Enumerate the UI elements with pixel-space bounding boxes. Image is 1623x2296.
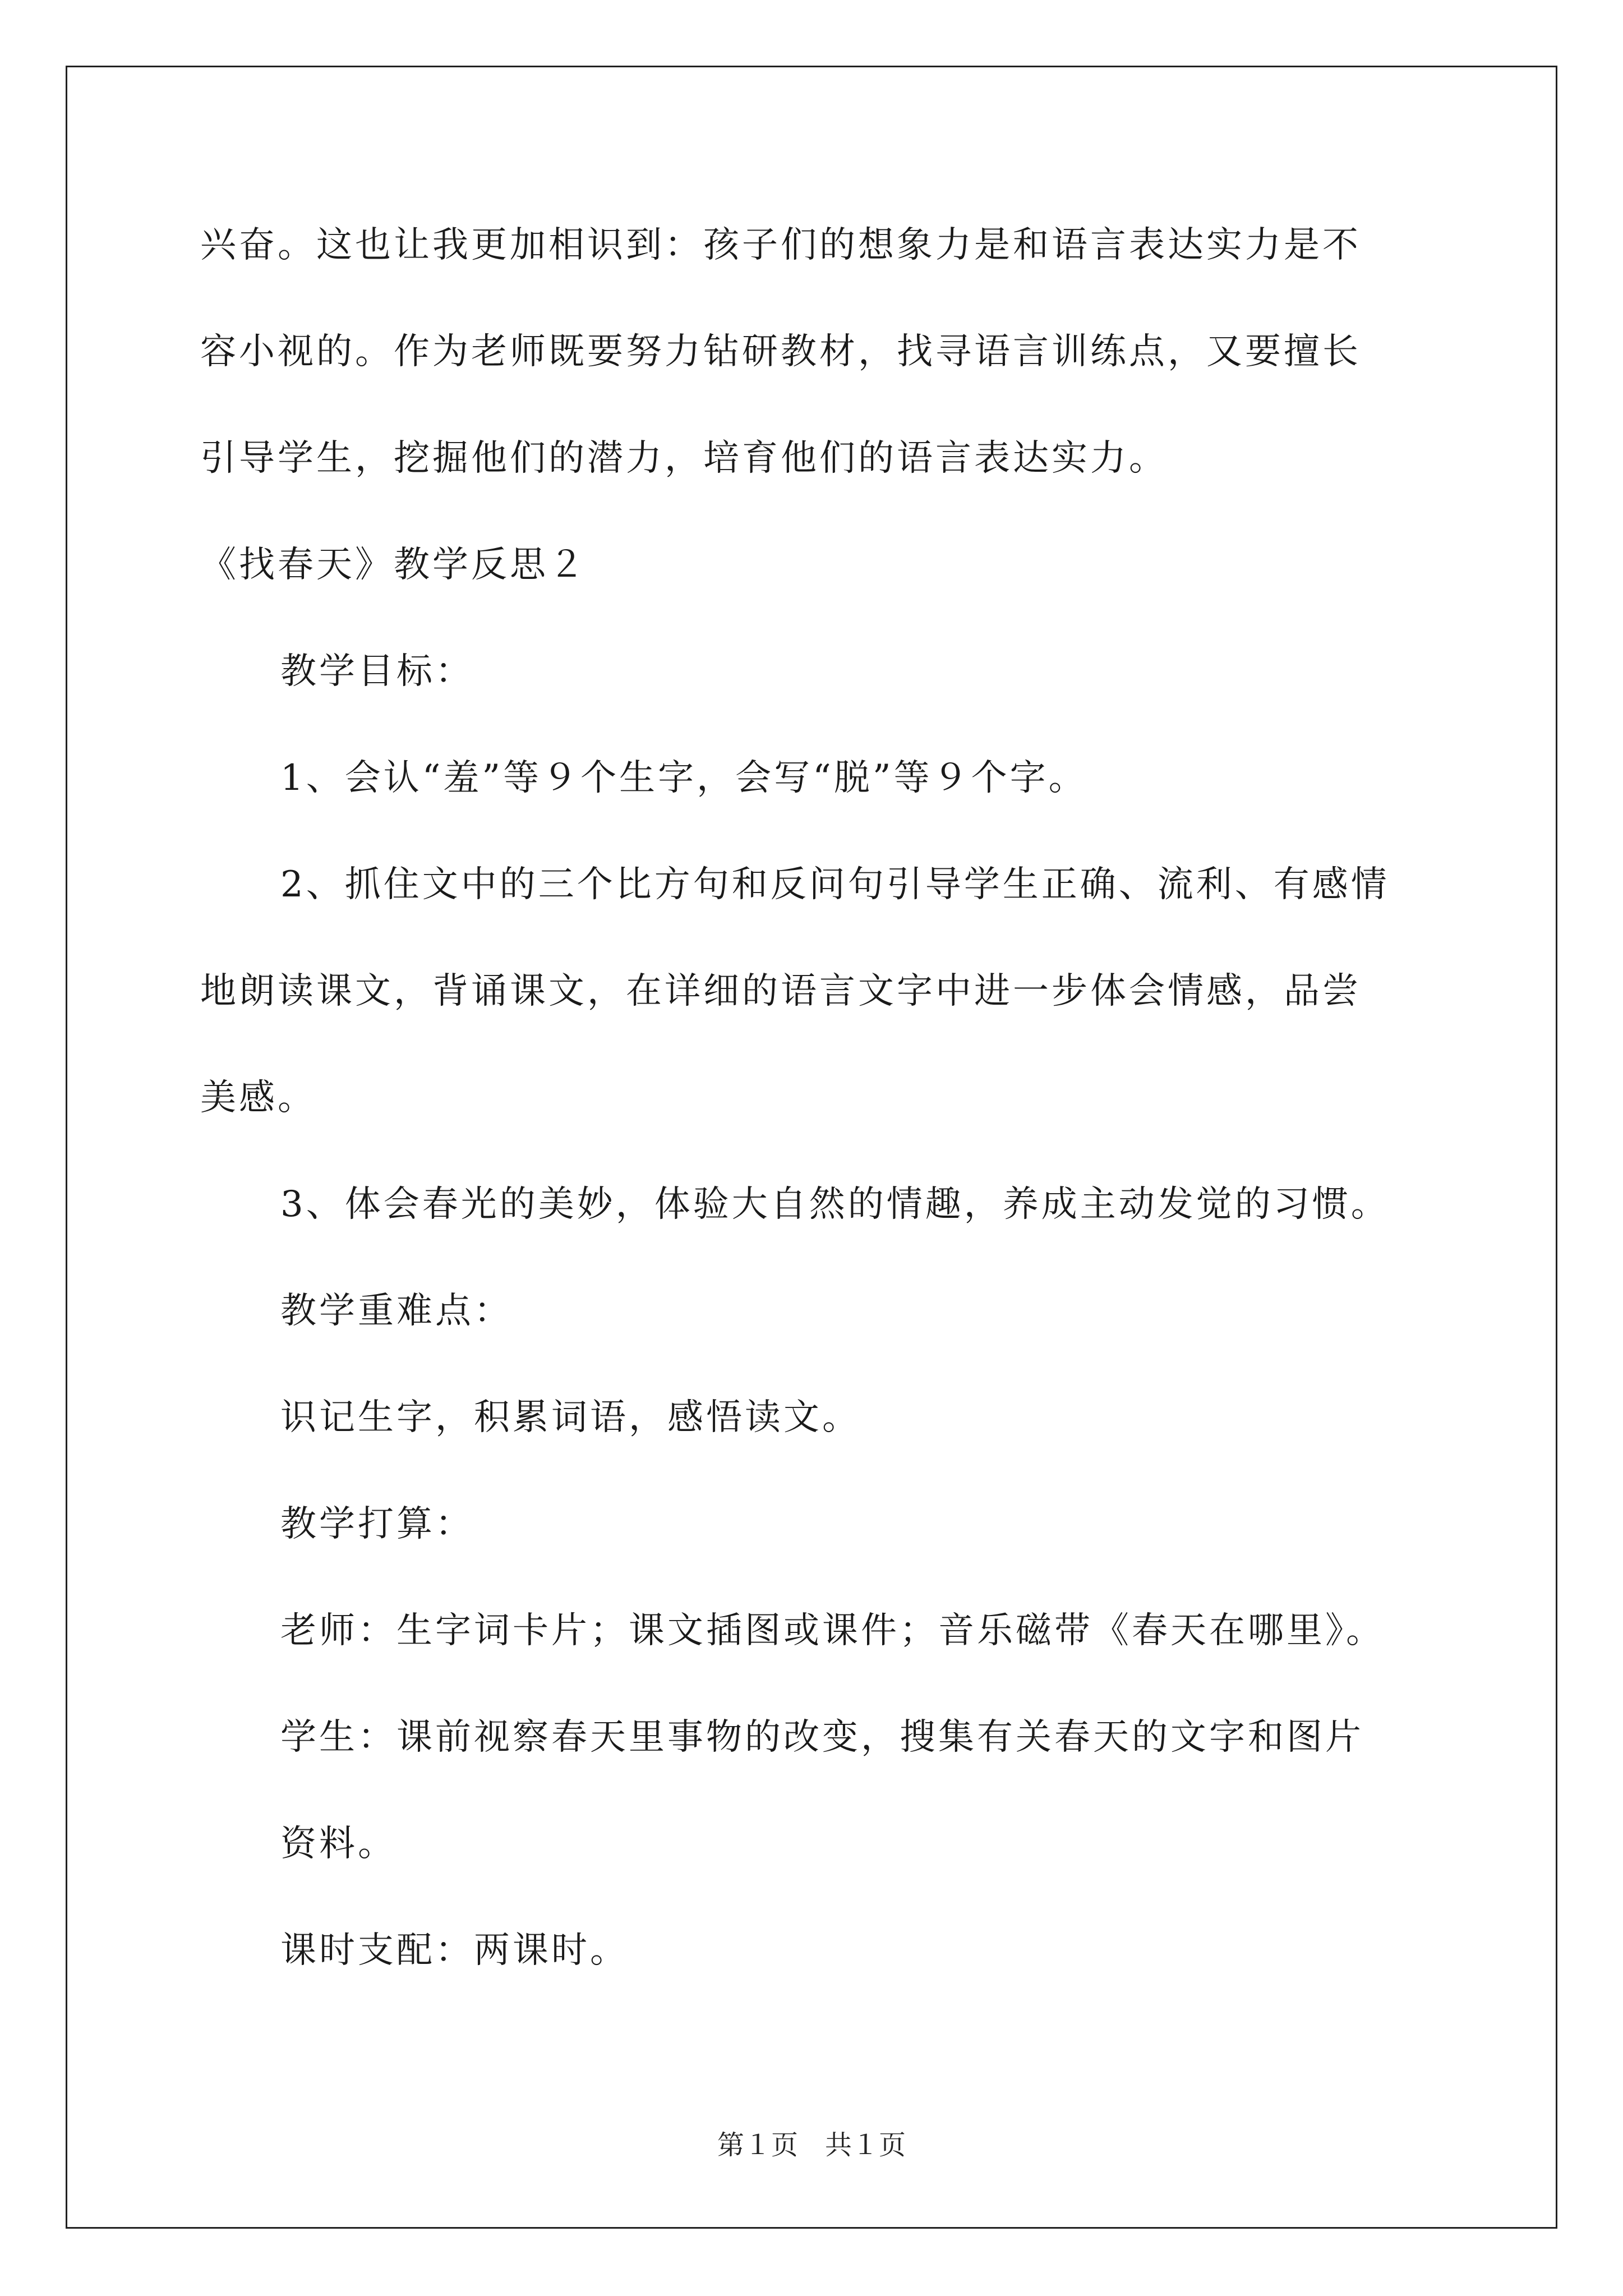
text-line: 1、会认“羞”等９个生字，会写“脱”等９个字。 (280, 757, 1087, 799)
text-line: 资料。 (280, 1823, 396, 1865)
text-line: 学生：课前视察春天里事物的改变，搜集有关春天的文字和图片 (280, 1717, 1364, 1758)
text-line: 教学目标： (280, 651, 474, 692)
page-footer: 第１页 共１页 (717, 2129, 906, 2161)
text-line: 容小视的。作为老师既要努力钻研教材，找寻语言训练点，又要擅长 (200, 331, 1361, 372)
text-line: 识记生字，积累词语，感悟读文。 (280, 1397, 861, 1438)
text-line: 美感。 (200, 1077, 316, 1119)
text-line: 兴奋。这也让我更加相识到：孩子们的想象力是和语言表达实力是不 (200, 224, 1361, 266)
text-line: 教学重难点： (280, 1290, 513, 1332)
page-border (66, 66, 1557, 2229)
text-line: 地朗读课文，背诵课文，在详细的语言文字中进一步体会情感，品尝 (200, 970, 1361, 1012)
text-line: 教学打算： (280, 1503, 474, 1545)
section-heading: 《找春天》教学反思２ (200, 544, 587, 586)
text-line: 课时支配：两课时。 (280, 1930, 629, 1971)
text-line: 引导学生，挖掘他们的潜力，培育他们的语言表达实力。 (200, 438, 1168, 479)
text-line: 2、抓住文中的三个比方句和反问句引导学生正确、流利、有感情 (280, 864, 1390, 905)
text-line: 3、体会春光的美妙，体验大自然的情趣，养成主动发觉的习惯。 (280, 1184, 1390, 1225)
text-line: 老师：生字词卡片；课文插图或课件；音乐磁带《春天在哪里》。 (280, 1610, 1385, 1651)
